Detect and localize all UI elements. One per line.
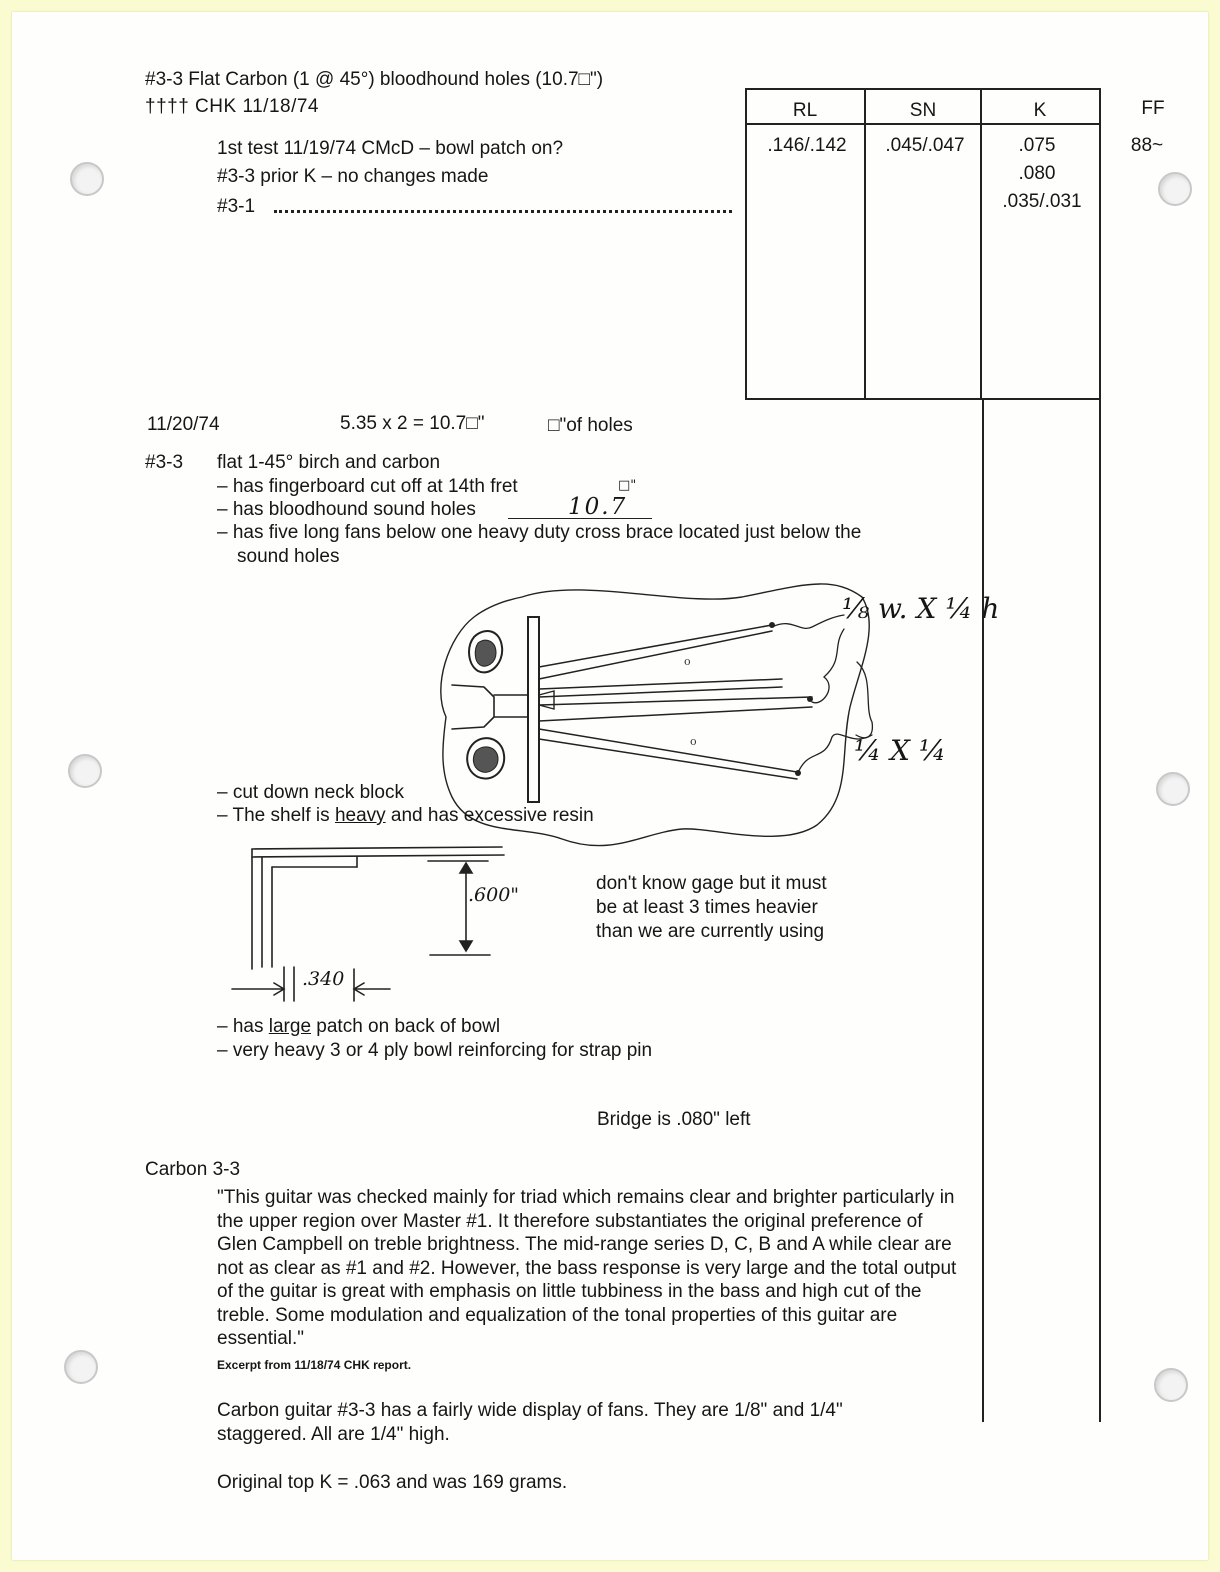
bullet-fans: – has five long fans below one heavy duty cross brace located just below the [217, 522, 862, 543]
cell-k-3: .035/.031 [1002, 191, 1082, 212]
entry-id: #3-3 [145, 452, 184, 473]
fans-note-1: Carbon guitar #3-3 has a fairly wide display of fans. They are 1/8" and 1/4" [217, 1400, 843, 1421]
record-title: #3-3 Flat Carbon (1 @ 45°) bloodhound holes (10.7□") [145, 69, 604, 90]
binder-hole-right-3 [1154, 1368, 1188, 1402]
handwritten-area: 10.7 [568, 494, 628, 520]
gage-note-1: don't know gage but it must [596, 873, 827, 894]
table-bottom-rule [745, 398, 1101, 400]
cross-brace [528, 617, 539, 802]
area-underline [508, 518, 652, 519]
gage-note-3: than we are currently using [596, 921, 825, 942]
neck-block [452, 685, 494, 729]
column-header-k: K [1033, 100, 1047, 121]
report-quote: "This guitar was checked mainly for triad which remains clear and brighter particularly in the upper region over Master #1. It therefore substantiates the original preference of Glen Campbell on treble brightness. The mid-range series D, C, B and A while clear are not as clear as #1 and #2. However, the bass response is very large and the total output of the guitar is great with emphasis on little tubbiness in the bass and high cut of the treble. Some modulation and equalization of the tonal properties of this guitar are essential." [217, 1187, 957, 1349]
cell-sn: .045/.047 [885, 135, 965, 156]
binder-hole-right-2 [1156, 772, 1190, 806]
cell-rl: .146/.142 [767, 135, 847, 156]
shelf-height-dim: .600" [468, 884, 520, 906]
table-divider-3 [1099, 88, 1101, 1422]
fan-brace-3 [539, 697, 812, 705]
gage-note-2: be at least 3 times heavier [596, 897, 818, 918]
binder-hole-left-3 [64, 1350, 98, 1384]
fan-annotation-lower: ¼ X ¼ [854, 734, 947, 767]
cell-ff: 88~ [1130, 135, 1164, 156]
holes-label: □"of holes [548, 415, 633, 436]
bullet-fingerboard: – has fingerboard cut off at 14th fret [217, 476, 518, 497]
binder-hole-left-2 [68, 754, 102, 788]
column-header-sn: SN [909, 100, 937, 121]
entry-desc: flat 1-45° birch and carbon [217, 452, 441, 473]
binder-hole-right-1 [1158, 172, 1192, 206]
svg-text:o: o [684, 655, 691, 668]
document-page [12, 12, 1208, 1560]
binder-hole-left-1 [70, 162, 104, 196]
handwritten-area-unit: □" [618, 478, 637, 493]
fan-annotation-upper: ⅛ w. X ¼ h [842, 592, 1000, 625]
bullet-soundholes: – has bloodhound sound holes [217, 499, 476, 520]
bullet-shelf: – The shelf is heavy and has excessive resin [217, 805, 594, 826]
dotted-leader [274, 210, 732, 213]
svg-text:o: o [690, 735, 697, 748]
check-line: †††† CHK 11/18/74 [145, 96, 319, 117]
entry-date: 11/20/74 [147, 414, 220, 435]
fan-brace-2 [539, 679, 782, 697]
area-calc: 5.35 x 2 = 10.7□" [340, 413, 485, 434]
cell-k-1: .075 [1018, 135, 1056, 156]
excerpt-caption: Excerpt from 11/18/74 CHK report. [217, 1358, 412, 1372]
test-line-3: #3-1 [217, 196, 256, 217]
fans-note-2: staggered. All are 1/4" high. [217, 1424, 450, 1445]
original-top-note: Original top K = .063 and was 169 grams. [217, 1472, 568, 1493]
bullet-patch: – has large patch on back of bowl [217, 1016, 501, 1037]
shelf-profile-sketch [212, 837, 532, 1002]
fan-brace-1 [539, 625, 772, 679]
column-header-rl: RL [792, 100, 818, 121]
table-header-rule [745, 123, 1101, 125]
fan-brace-5 [539, 729, 797, 779]
test-line-2: #3-3 prior K – no changes made [217, 166, 489, 187]
notes-heading: Carbon 3-3 [145, 1159, 241, 1180]
bullet-fans-cont: sound holes [237, 546, 340, 567]
table-left-rule [745, 88, 747, 400]
bullet-reinforcing: – very heavy 3 or 4 ply bowl reinforcing for strap pin [217, 1040, 653, 1061]
continuation-rule [982, 400, 984, 1422]
shelf-width-dim: .340 [302, 968, 345, 990]
test-line-1: 1st test 11/19/74 CMcD – bowl patch on? [217, 138, 564, 159]
table-top-rule [745, 88, 1101, 90]
fan-brace-4 [539, 707, 812, 721]
bullet-neck-block: – cut down neck block [217, 782, 404, 803]
bridge-note: Bridge is .080" left [597, 1109, 751, 1130]
cell-k-2: .080 [1018, 163, 1056, 184]
column-header-ff: FF [1141, 98, 1165, 119]
